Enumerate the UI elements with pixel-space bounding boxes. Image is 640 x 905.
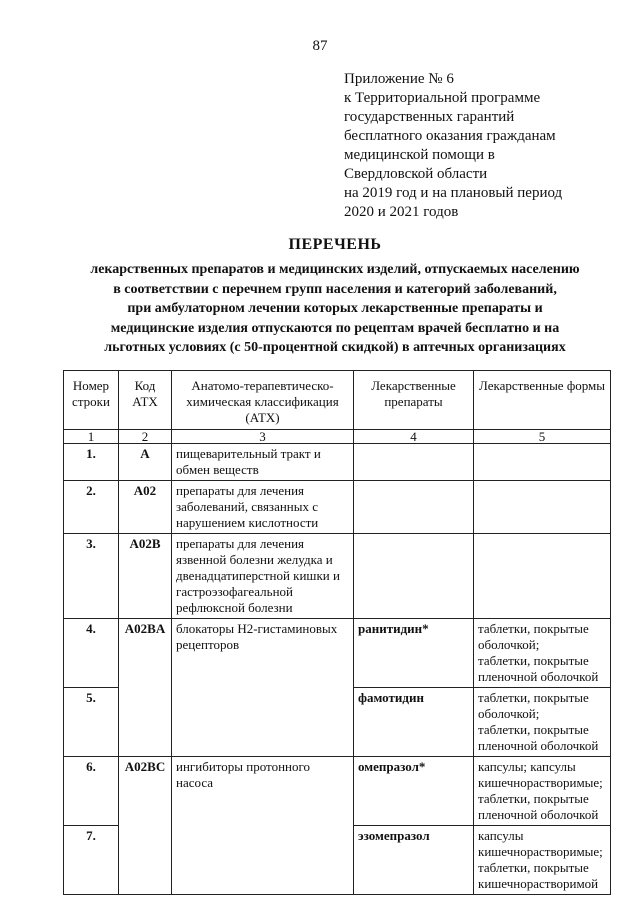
atc-code: A02 — [119, 481, 172, 534]
row-number: 6. — [64, 757, 119, 826]
atc-code: А — [119, 444, 172, 481]
dosage-form-line: таблетки, покрытые пленочной оболочкой — [478, 791, 599, 822]
row-number: 3. — [64, 534, 119, 619]
dosage-form — [474, 619, 611, 688]
drug-name — [354, 534, 474, 619]
column-number: 5 — [474, 430, 611, 444]
atc-code: A02BA — [119, 619, 172, 757]
atc-classification: ингибиторы протонного насоса — [172, 757, 354, 895]
row-number: 4. — [64, 619, 119, 688]
column-number: 3 — [172, 430, 354, 444]
appendix-line: Свердловской области — [344, 166, 488, 182]
appendix-line: медицинской помощи в — [344, 147, 495, 163]
document-title: ПЕРЕЧЕНЬ — [288, 236, 382, 253]
dosage-form — [474, 688, 611, 757]
header-atc: Анатомо-терапевтическо-химическая классификация (АТХ) — [172, 371, 354, 430]
row-number: 5. — [64, 688, 119, 757]
subtitle-line: лекарственных препаратов и медицинских изделий, отпускаемых населению — [90, 262, 580, 277]
dosage-form-line: таблетки, покрытые пленочной оболочкой — [478, 722, 599, 753]
column-number: 1 — [64, 430, 119, 444]
drug-name: омепразол* — [354, 757, 474, 826]
column-number: 2 — [119, 430, 172, 444]
drug-list-table — [63, 370, 611, 895]
dosage-form-line: капсулы; капсулы кишечнорастворимые; — [478, 759, 603, 790]
table-row — [64, 444, 611, 481]
dosage-form-line: таблетки, покрытые оболочкой; — [478, 690, 589, 721]
document-subtitle — [40, 260, 630, 358]
header-number: Номер строки — [64, 371, 119, 430]
row-number: 1. — [64, 444, 119, 481]
atc-code: A02BC — [119, 757, 172, 895]
dosage-form-line: капсулы кишечнорастворимые; — [478, 828, 603, 859]
column-number-row — [64, 430, 611, 444]
dosage-form-line: таблетки, покрытые пленочной оболочкой — [478, 653, 599, 684]
dosage-form-line: таблетки, покрытые кишечнорастворимой — [478, 860, 599, 891]
dosage-form — [474, 534, 611, 619]
header-drugs: Лекарственные препараты — [354, 371, 474, 430]
drug-name — [354, 444, 474, 481]
appendix-note — [344, 70, 562, 222]
atc-classification: препараты для лечения заболеваний, связанных с нарушением кислотности — [172, 481, 354, 534]
subtitle-line: льготных условиях (с 50-процентной скидкой) в аптечных организациях — [104, 340, 566, 355]
subtitle-line: при амбулаторном лечении которых лекарственные препараты и — [127, 301, 543, 316]
table-row — [64, 534, 611, 619]
subtitle-line: в соответствии с перечнем групп населения и категорий заболеваний, — [113, 281, 557, 297]
table-row — [64, 757, 611, 826]
atc-classification: препараты для лечения язвенной болезни желудка и двенадцатиперстной кишки и гастроэзофагеальной рефлюксной болезни — [172, 534, 354, 619]
dosage-form-line: таблетки, покрытые оболочкой; — [478, 621, 589, 652]
drug-name — [354, 481, 474, 534]
appendix-line: на 2019 год и на плановый период — [344, 185, 563, 201]
table-row — [64, 619, 611, 688]
page-number: 87 — [312, 38, 328, 54]
appendix-line: 2020 и 2021 годов — [344, 204, 459, 220]
header-code: Код АТХ — [119, 371, 172, 430]
row-number: 2. — [64, 481, 119, 534]
atc-classification: блокаторы Н2-гистаминовых рецепторов — [172, 619, 354, 757]
table-header-row — [64, 371, 611, 430]
table-row — [64, 481, 611, 534]
dosage-form — [474, 481, 611, 534]
drug-name: эзомепразол — [354, 826, 474, 895]
dosage-form — [474, 757, 611, 826]
appendix-line: государственных гарантий — [344, 109, 515, 125]
drug-name: ранитидин* — [354, 619, 474, 688]
appendix-line: бесплатного оказания гражданам — [344, 128, 556, 144]
dosage-form — [474, 826, 611, 895]
atc-code: A02B — [119, 534, 172, 619]
dosage-form — [474, 444, 611, 481]
header-forms: Лекарственные формы — [474, 371, 611, 430]
appendix-line: Приложение № 6 — [344, 71, 454, 87]
appendix-line: к Территориальной программе — [344, 90, 541, 106]
subtitle-line: медицинские изделия отпускаются по рецептам врачей бесплатно и на — [110, 320, 560, 336]
drug-name: фамотидин — [354, 688, 474, 757]
row-number: 7. — [64, 826, 119, 895]
atc-classification: пищеварительный тракт и обмен веществ — [172, 444, 354, 481]
title-block — [40, 236, 630, 358]
column-number: 4 — [354, 430, 474, 444]
